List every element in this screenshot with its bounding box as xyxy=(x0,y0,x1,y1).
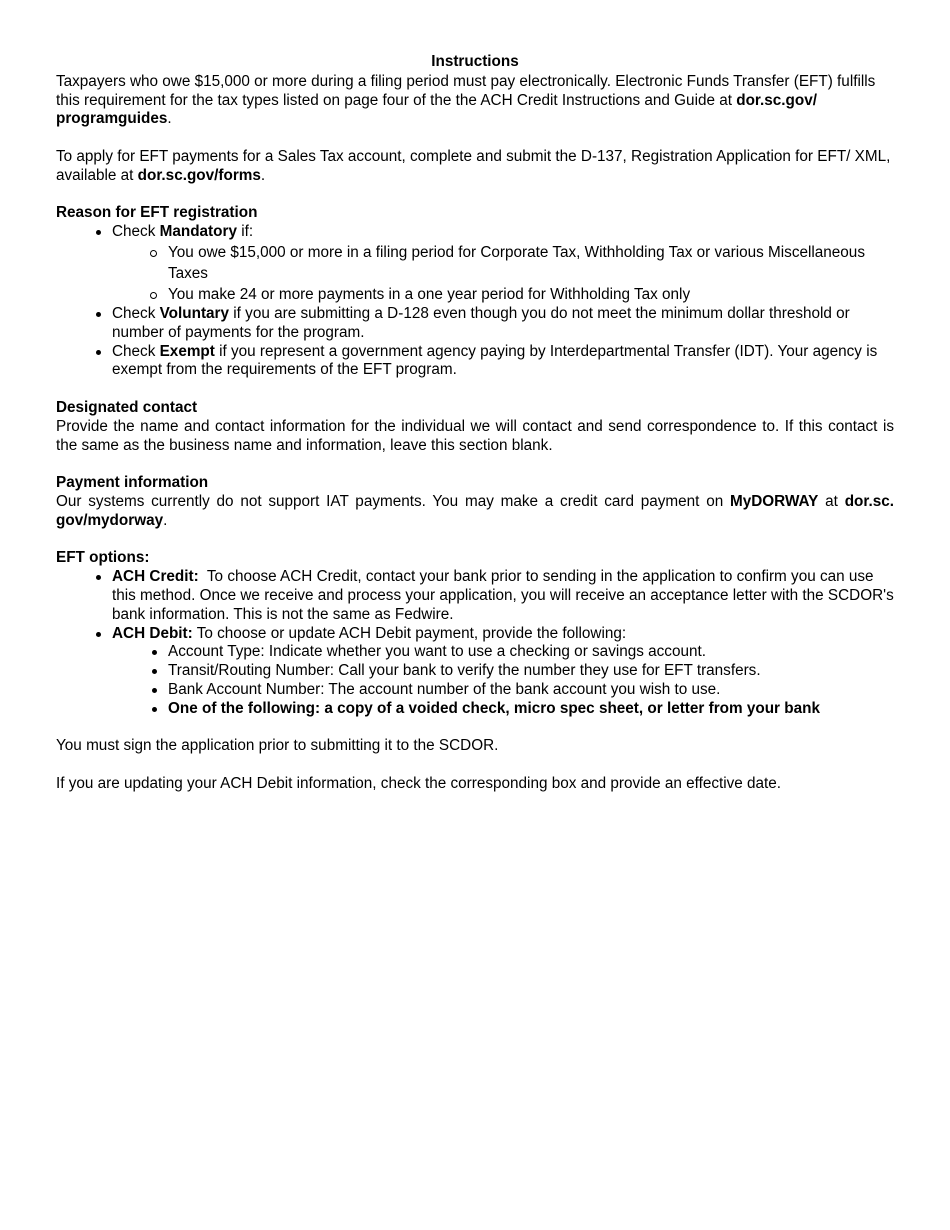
reason-list xyxy=(56,223,894,380)
payment-end: . xyxy=(163,511,168,529)
forms-link: dor.sc.gov/forms xyxy=(137,166,261,184)
list-item: You make 24 or more payments in a one year period for Withholding Tax only xyxy=(112,284,894,305)
exempt-post: if you represent a government agency paying by Interdepartmental Transfer (IDT). Your agency is exempt from the requirements of the EFT program. xyxy=(112,342,878,379)
ach-debit-label: ACH Debit: xyxy=(112,624,193,642)
mydorway-link: dor.sc. gov/mydorway xyxy=(56,492,894,529)
list-item-exempt xyxy=(56,343,894,381)
list-item xyxy=(112,700,894,719)
page-title: Instructions xyxy=(431,53,519,70)
sign-note: You must sign the application prior to submitting it to the SCDOR. xyxy=(56,737,499,755)
payment-heading: Payment information xyxy=(56,474,209,492)
list-item-ach-credit xyxy=(56,568,898,624)
intro-end: . xyxy=(167,110,172,128)
designated-heading: Designated contact xyxy=(56,398,198,416)
mandatory-post: if: xyxy=(236,223,254,241)
ach-debit-sublist xyxy=(112,643,894,718)
list-item-ach-debit xyxy=(56,625,894,719)
payment-text: Our systems currently do not support IAT payments. You may make a credit card payment on xyxy=(56,492,730,510)
intro-text: Taxpayers who owe $15,000 or more during a filing period must pay electronically. Electronic Funds Transfer (EFT) fulfills this requirement for the tax types listed on page four of the the ACH Credit Instructions and Guide at xyxy=(56,72,876,109)
list-item: Bank Account Number: The account number of the bank account you wish to use. xyxy=(112,681,894,700)
apply-paragraph xyxy=(56,148,894,186)
list-item: You owe $15,000 or more in a filing period for Corporate Tax, Withholding Tax or various Miscellaneous Taxes xyxy=(112,242,894,284)
mandatory-sublist xyxy=(112,242,894,305)
mandatory-pre: Check xyxy=(112,223,160,241)
programguides-link: dor.sc.gov/ programguides xyxy=(56,91,817,128)
exempt-label: Exempt xyxy=(159,342,215,360)
ach-credit-text: To choose ACH Credit, contact your bank prior to sending in the application to confirm you can use this method. Once we receive and process your application, you will receive an acceptance letter with the SCDOR's bank information. This is not the same as Fedwire. xyxy=(112,568,898,623)
mandatory-label: Mandatory xyxy=(159,223,237,241)
list-item: Account Type: Indicate whether you want to use a checking or savings account. xyxy=(112,643,894,662)
voided-check-requirement: One of the following: a copy of a voided check, micro spec sheet, or letter from your bank xyxy=(168,699,820,717)
apply-end: . xyxy=(260,166,266,184)
list-item: Transit/Routing Number: Call your bank to verify the number they use for EFT transfers. xyxy=(112,662,894,681)
intro-paragraph xyxy=(56,73,894,129)
list-item-mandatory xyxy=(56,223,894,305)
update-note: If you are updating your ACH Debit information, check the corresponding box and provide an effective date. xyxy=(56,774,782,792)
reason-heading: Reason for EFT registration xyxy=(56,204,258,222)
payment-at: at xyxy=(818,492,845,510)
ach-credit-label: ACH Credit: xyxy=(112,568,199,586)
voluntary-pre: Check xyxy=(112,304,160,322)
ach-debit-text: To choose or update ACH Debit payment, provide the following: xyxy=(192,624,627,642)
voluntary-label: Voluntary xyxy=(159,304,230,322)
mydorway-label: MyDORWAY xyxy=(729,492,819,510)
voluntary-post: if you are submitting a D-128 even though you do not meet the minimum dollar threshold or number of payments for the program. xyxy=(112,304,850,341)
eft-list xyxy=(56,568,898,718)
eft-heading: EFT options: xyxy=(56,549,150,567)
payment-paragraph xyxy=(56,493,894,531)
designated-text: Provide the name and contact information for the individual we will contact and send correspondence to. If this contact is the same as the business name and information, leave this section blank. xyxy=(56,417,894,454)
exempt-pre: Check xyxy=(112,342,160,360)
apply-text: To apply for EFT payments for a Sales Tax account, complete and submit the D-137, Registration Application for EFT/ XML, available at xyxy=(56,147,891,184)
list-item-voluntary xyxy=(56,305,894,343)
